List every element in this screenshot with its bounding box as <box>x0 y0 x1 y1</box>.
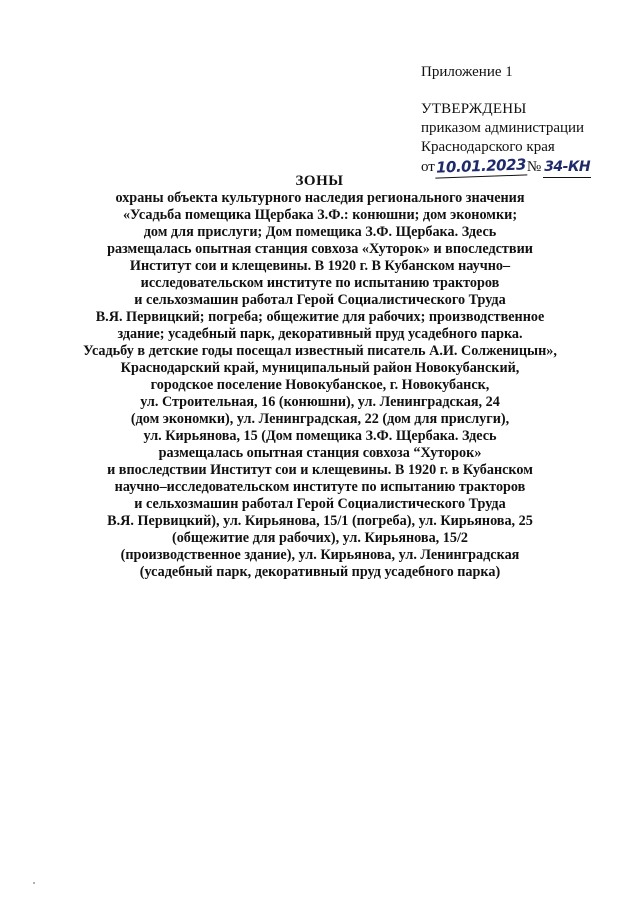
body-line: Усадьбу в детские годы посещал известный писатель А.И. Солженицын», <box>83 343 557 359</box>
body-line: дом для прислуги; Дом помещика З.Ф. Щербака. Здесь <box>143 224 497 240</box>
body-line: ул. Строительная, 16 (конюшни), ул. Ленинградская, 24 <box>140 394 500 410</box>
body-line: и сельхозмашин работал Герой Социалистического Труда <box>134 496 506 512</box>
body-line: В.Я. Первицкий), ул. Кирьянова, 15/1 (погреба), ул. Кирьянова, 25 <box>107 513 533 529</box>
scan-speck <box>33 882 35 884</box>
body-line: «Усадьба помещика Щербака З.Ф.: конюшни; дом экономки; <box>122 207 518 223</box>
body-line: Краснодарский край, муниципальный район Новокубанский, <box>120 360 520 376</box>
approval-line-1: приказом администрации <box>421 120 585 136</box>
body-line: размещалась опытная станция совхоза «Хуторок» и впоследствии <box>107 241 533 257</box>
body-line: (усадебный парк, декоративный пруд усадебного парка) <box>139 564 501 580</box>
document-title: ЗОНЫ <box>295 173 344 189</box>
body-line: (дом экономки), ул. Ленинградская, 22 (дом для прислуги), <box>130 411 510 427</box>
body-line: и впоследствии Институт сои и клещевины. В 1920 г. в Кубанском <box>107 462 533 478</box>
handwritten-date: 10.01.2023 <box>435 155 528 178</box>
body-line: размещалась опытная станция совхоза “Хуторок» <box>158 445 482 461</box>
body-line: городское поселение Новокубанское, г. Новокубанск, <box>150 377 490 393</box>
body-line: здание; усадебный парк, декоративный пруд усадебного парка. <box>117 326 523 342</box>
body-line: (общежитие для рабочих), ул. Кирьянова, 15/2 <box>171 530 468 546</box>
approval-heading: УТВЕРЖДЕНЫ <box>421 101 527 117</box>
approval-block <box>421 100 591 178</box>
handwritten-number: 34-КН <box>543 158 591 178</box>
appendix-label: Приложение 1 <box>421 64 513 80</box>
document-body <box>80 190 560 581</box>
approval-line-2: Краснодарского края <box>421 139 555 155</box>
body-line: (производственное здание), ул. Кирьянова, ул. Ленинградская <box>120 547 520 563</box>
body-line: ул. Кирьянова, 15 (Дом помещика З.Ф. Щербака. Здесь <box>143 428 497 444</box>
body-line: Институт сои и клещевины. В 1920 г. В Кубанском научно– <box>129 258 511 274</box>
body-line: и сельхозмашин работал Герой Социалистического Труда <box>134 292 506 308</box>
from-label: от <box>421 159 435 175</box>
body-line: В.Я. Первицкий; погреба; общежитие для рабочих; производственное <box>95 309 545 325</box>
body-line: научно–исследовательском институте по испытанию тракторов <box>114 479 526 495</box>
number-label: № <box>526 159 542 175</box>
body-line: исследовательском институте по испытанию тракторов <box>140 275 500 291</box>
body-line: охраны объекта культурного наследия регионального значения <box>115 190 525 206</box>
